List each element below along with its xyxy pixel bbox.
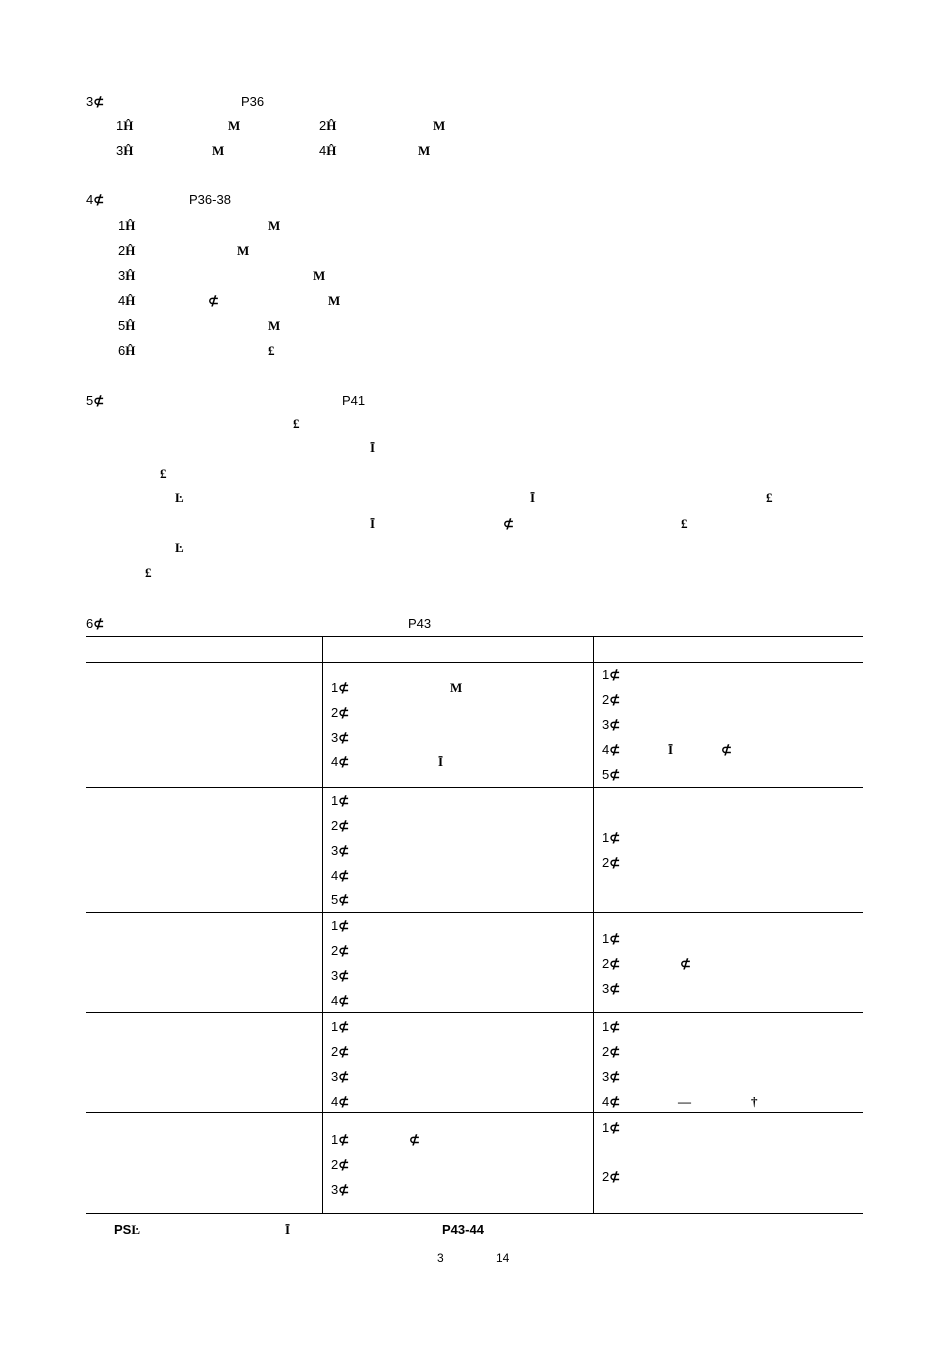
list-item: 3Ĥ [118, 268, 136, 283]
table-rule [86, 1012, 863, 1013]
list-symbol: M [433, 118, 446, 133]
table-cell-item: 2⊄ [602, 692, 621, 707]
table-cell-item: 1⊄ [602, 1019, 621, 1034]
table-cell-symbol: ⊄ [721, 742, 732, 757]
table-cell-item: 2⊄ [602, 1044, 621, 1059]
list-item: 3Ĥ [116, 143, 134, 158]
table-rule [86, 912, 863, 913]
list-symbol: M [268, 318, 281, 333]
table-cell-item: 4⊄ [602, 1094, 621, 1109]
glyph: £ [293, 416, 300, 431]
list-symbol: M [328, 293, 341, 308]
list-item: 2Ĥ [118, 243, 136, 258]
section-number: 3 [86, 94, 94, 109]
page-number: 3 [437, 1251, 444, 1265]
table-cell-item: 3⊄ [331, 843, 350, 858]
table-rule [86, 662, 863, 663]
section-4-page-ref: P36-38 [189, 192, 231, 207]
list-item: 4Ĥ [118, 293, 136, 308]
table-cell-item: 2⊄ [602, 956, 621, 971]
list-item: 6Ĥ [118, 343, 136, 358]
table-cell-item: 1⊄ [331, 1019, 350, 1034]
table-cell-item: 4⊄ [331, 754, 350, 769]
glyph: ⊄ [503, 516, 514, 531]
table-cell-item: 2⊄ [602, 1169, 621, 1184]
section-6-heading: 6⊄ [86, 616, 105, 631]
table-cell-item: 2⊄ [331, 943, 350, 958]
list-symbol: M [237, 243, 250, 258]
list-marker: ⊄ [208, 293, 219, 308]
glyph: £ [681, 516, 688, 531]
glyph: Ŀ [175, 490, 184, 505]
table-cell-item: 2⊄ [331, 818, 350, 833]
list-marker: ⊄ [93, 94, 105, 109]
section-3-heading [86, 94, 104, 110]
table-cell-item: 1⊄ [331, 793, 350, 808]
table-cell-symbol: Ī [668, 742, 674, 757]
list-symbol: M [418, 143, 431, 158]
table-cell-item: 2⊄ [602, 855, 621, 870]
list-item: 5Ĥ [118, 318, 136, 333]
table-cell-item: 2⊄ [331, 1044, 350, 1059]
table-cell-item: 3⊄ [331, 1182, 350, 1197]
list-symbol: M [212, 143, 225, 158]
table-cell-symbol: ⊄ [680, 956, 691, 971]
table-rule [86, 1112, 863, 1113]
table-cell-item: 1⊄ [602, 830, 621, 845]
glyph: £ [160, 466, 167, 481]
list-item: 1Ĥ [116, 118, 134, 133]
table-cell-item: 5⊄ [602, 767, 621, 782]
table-cell-item: 3⊄ [331, 1069, 350, 1084]
table-rule [86, 636, 863, 637]
list-item: 4Ĥ [319, 143, 337, 158]
table-cell-symbol: † [751, 1094, 758, 1109]
table-divider [593, 636, 594, 1213]
table-cell-item: 4⊄ [602, 742, 621, 757]
table-cell-item: 3⊄ [331, 730, 350, 745]
section-4-heading: 4⊄ [86, 192, 105, 207]
section-5-heading: 5⊄ [86, 393, 105, 408]
table-cell-item: 2⊄ [331, 1157, 350, 1172]
table-rule [86, 787, 863, 788]
list-item: 2Ĥ [319, 118, 337, 133]
table-cell-item: 1⊄ [331, 680, 350, 695]
table-cell-item: 4⊄ [331, 993, 350, 1008]
glyph: Ŀ [175, 540, 184, 555]
table-cell-item: 5⊄ [331, 892, 350, 907]
table-cell-item: 4⊄ [331, 1094, 350, 1109]
glyph: Ī [370, 516, 376, 531]
glyph: Ī [530, 490, 536, 505]
list-symbol: M [313, 268, 326, 283]
table-cell-symbol: — [678, 1094, 691, 1109]
table-cell-symbol: ⊄ [409, 1132, 420, 1147]
list-symbol: M [268, 218, 281, 233]
glyph: £ [766, 490, 773, 505]
table-cell-item: 3⊄ [602, 981, 621, 996]
footnote-page-ref: P43-44 [442, 1222, 484, 1237]
section-6-page-ref: P43 [408, 616, 432, 631]
table-cell-item: 1⊄ [331, 1132, 350, 1147]
table-cell-item: 3⊄ [602, 1069, 621, 1084]
table-cell-symbol: Ī [438, 754, 444, 769]
table-cell-item: 1⊄ [602, 1120, 621, 1135]
table-cell-item: 1⊄ [602, 931, 621, 946]
page-total: 14 [496, 1251, 510, 1265]
table-cell-item: 1⊄ [602, 667, 621, 682]
list-symbol: M [228, 118, 241, 133]
section-3-page-ref: P36 [241, 94, 265, 109]
table-cell-item: 2⊄ [331, 705, 350, 720]
list-symbol: £ [268, 343, 275, 358]
table-rule [86, 1213, 863, 1214]
footnote-glyph: Ī [285, 1222, 291, 1237]
table-cell-symbol: M [450, 680, 463, 695]
list-item: 1Ĥ [118, 218, 136, 233]
glyph: Ī [370, 440, 376, 455]
footnote-ps: PSĿ [114, 1222, 141, 1237]
table-cell-item: 3⊄ [602, 717, 621, 732]
table-cell-item: 3⊄ [331, 968, 350, 983]
table-cell-item: 1⊄ [331, 918, 350, 933]
table-cell-item: 4⊄ [331, 868, 350, 883]
section-5-page-ref: P41 [342, 393, 366, 408]
glyph: £ [145, 565, 152, 580]
table-divider [322, 636, 323, 1213]
